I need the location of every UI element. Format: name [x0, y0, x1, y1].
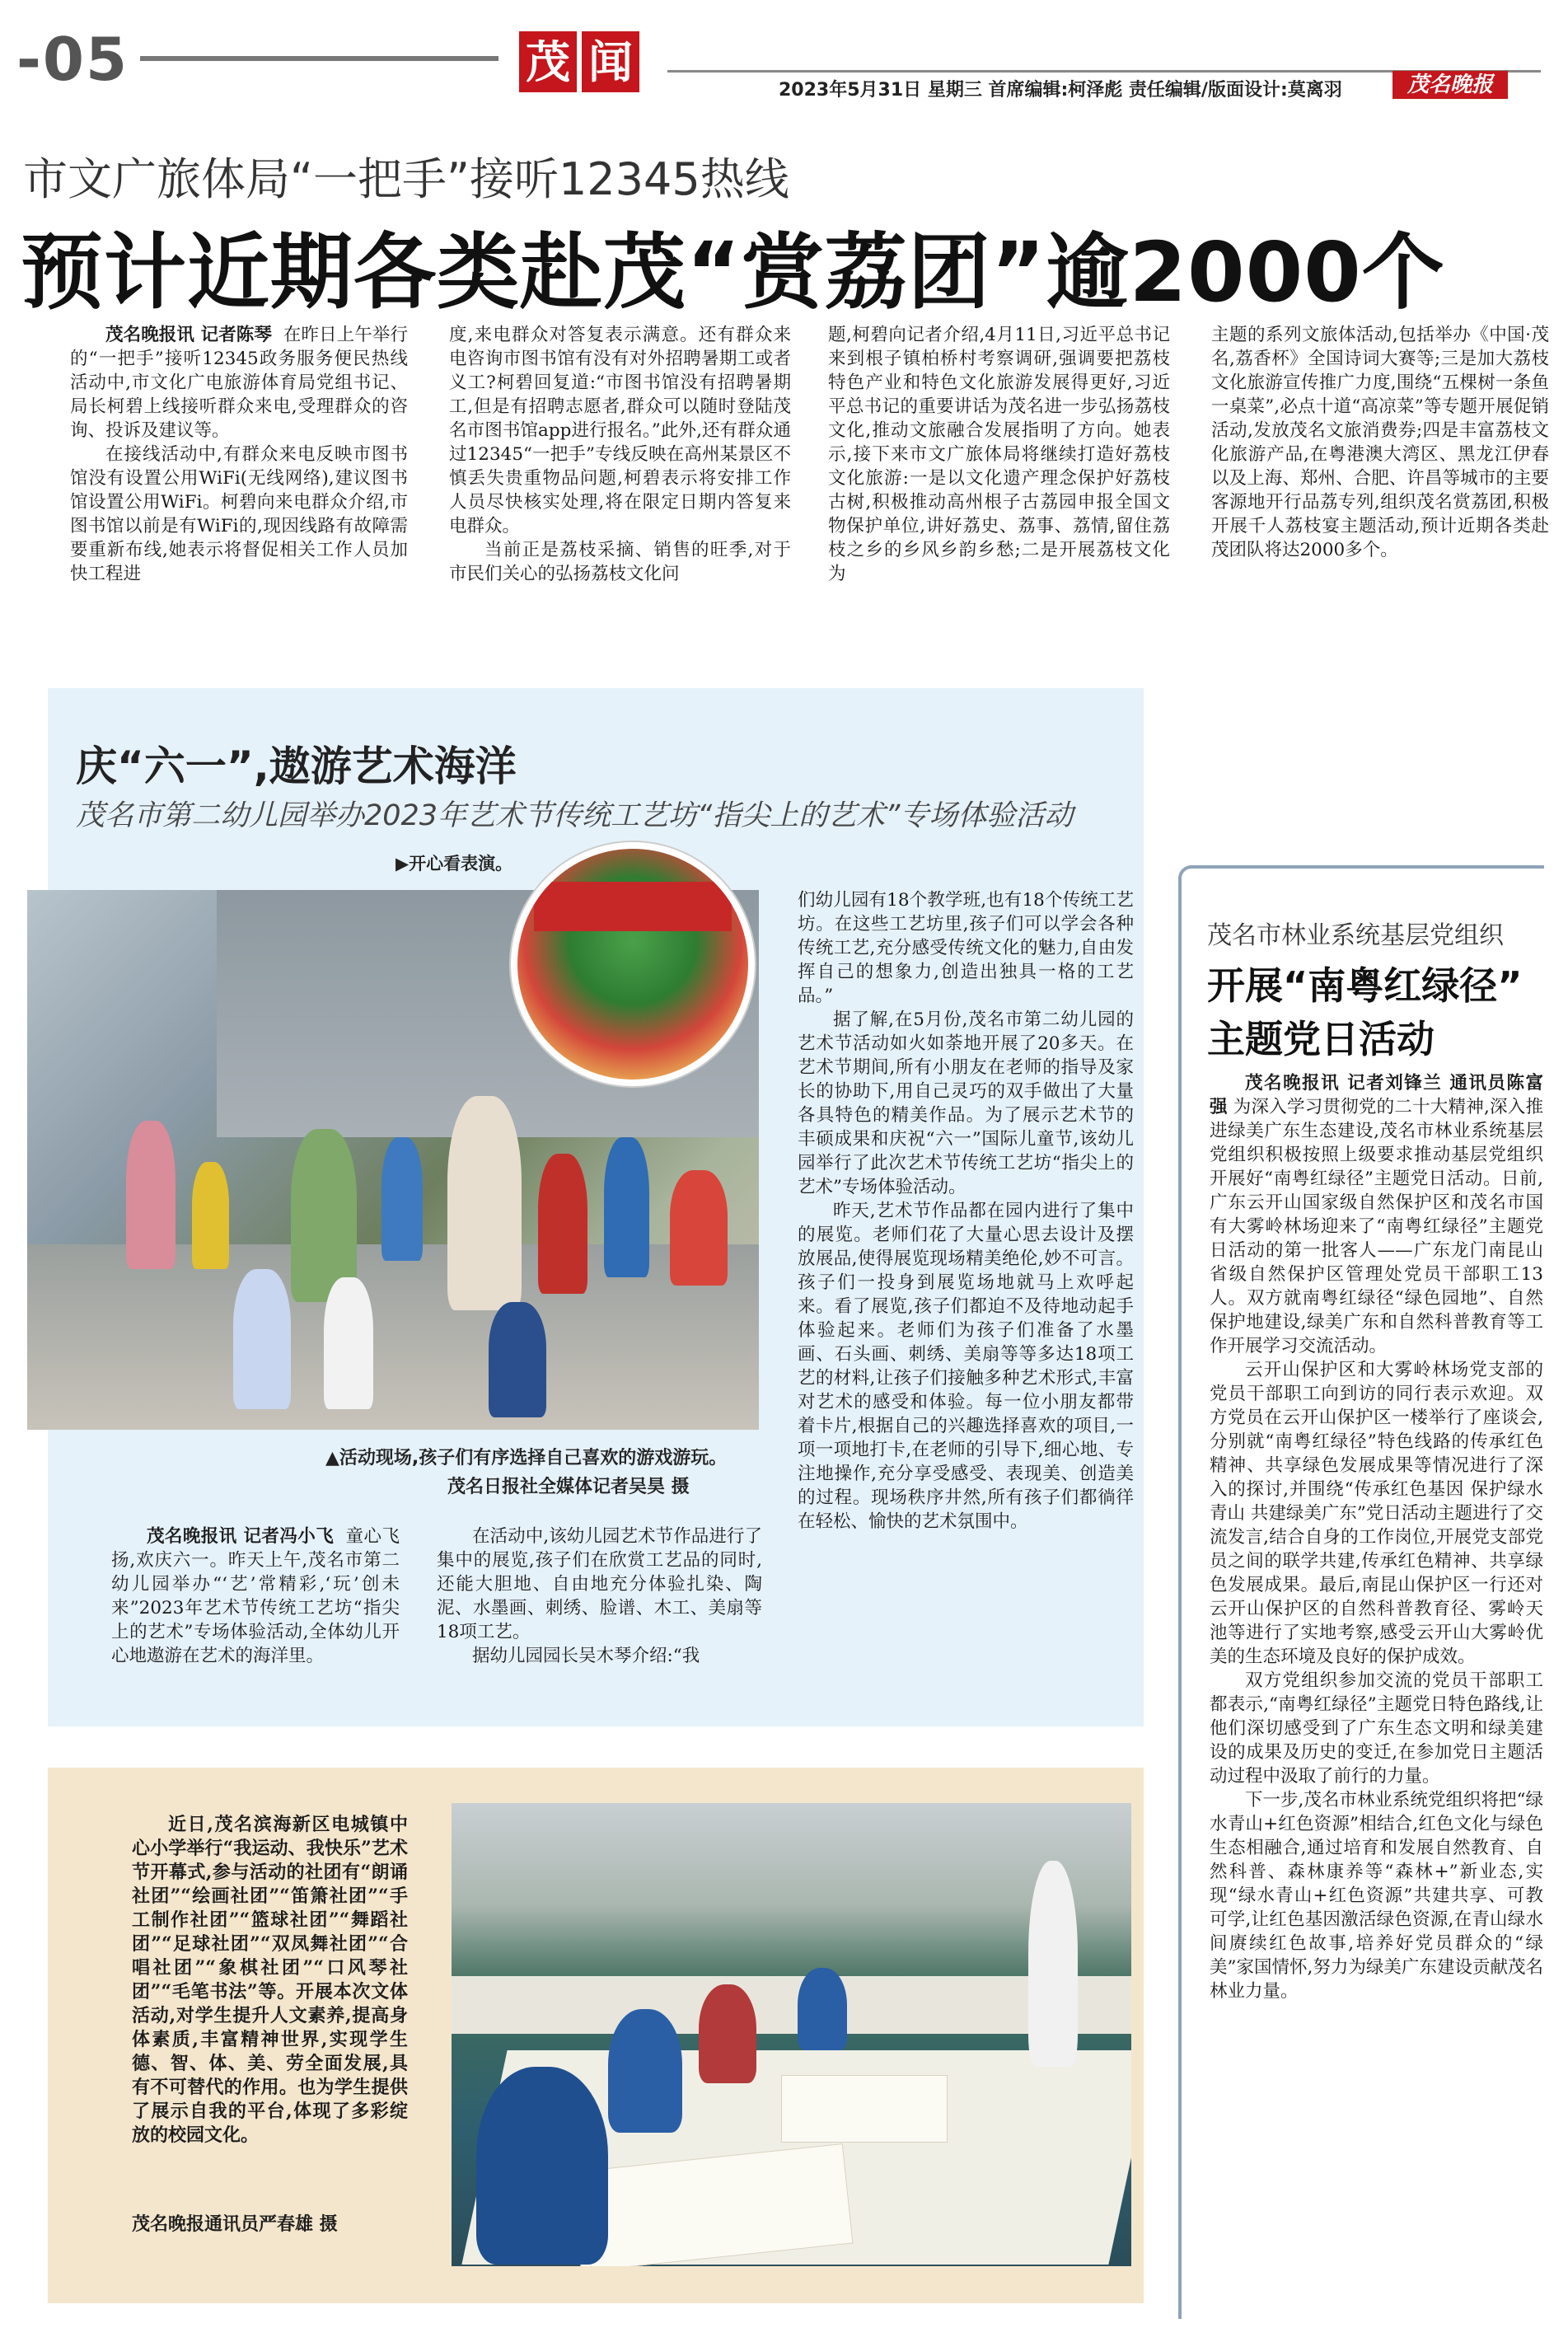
kids-column-1 [111, 1525, 400, 1668]
photo-figure [608, 2009, 682, 2133]
forestry-kicker: 茂名市林业系统基层党组织 [1207, 921, 1504, 950]
lead-column-3 [828, 323, 1170, 586]
lead-paragraph: 当前正是荔枝采摘、销售的旺季,对于市民们关心的弘扬荔枝文化问 [449, 540, 791, 584]
lead-column-2 [449, 323, 791, 586]
lead-kicker: 市文广旅体局“一把手”接听12345热线 [23, 153, 789, 205]
photo-figure [233, 1269, 291, 1409]
kids-paragraph: 们幼儿园有18个教学班,也有18个传统工艺坊。在这些工艺坊里,孩子们可以学会各种传统工艺,充分感受传统文化的魅力,自由发挥自己的想象力,创造出独具一格的工艺品。” [798, 890, 1134, 1006]
photo-paper [781, 2075, 948, 2143]
lead-column-1 [70, 323, 408, 586]
photo-figure [699, 1984, 756, 2083]
school-photo-credit: 茂名晚报通讯员严春雄 摄 [132, 2213, 338, 2235]
photo-figure [381, 1137, 423, 1261]
photo-caption-main: ▲活动现场,孩子们有序选择自己喜欢的游戏游玩。 [325, 1448, 728, 1468]
kids-paragraph: 在活动中,该幼儿园艺术节作品进行了集中的展览,孩子们在欣赏工艺品的同时,还能大胆地、自由地充分体验扎染、陶泥、水墨画、刺绣、脸谱、木工、美扇等18项工艺。 [437, 1526, 762, 1642]
kids-paragraph: 据幼儿园园长吴木琴介绍:“我 [472, 1646, 700, 1666]
kids-headline: 庆“六一”,遨游艺术海洋 [76, 742, 517, 790]
forestry-paragraph: 为深入学习贯彻党的二十大精神,深入推进绿美广东生态建设,茂名市林业系统基层党组织积极按照上级要求推动基层党组织开展好“南粤红绿径”主题党日活动。日前,广东云开山国家级自然保护区和茂名市国有大雾岭林场迎来了“南粤红绿径”主题党日活动的第一批客人——广东龙门南昆山省级自然保护区管理处党员干部职工13人。双方就南粤红绿径“绿色园地”、自然保护地建设,绿美广东和自然科普教育等工作开展学习交流活动。 [1210, 1097, 1543, 1356]
stage-performance-photo [511, 842, 755, 1086]
photo-floor [27, 1244, 759, 1430]
photo-credit: 茂名日报社全媒体记者吴昊 摄 [447, 1477, 690, 1497]
school-story-text [132, 1813, 408, 2148]
photo-figure [670, 1170, 728, 1286]
lead-paragraph: 度,来电群众对答复表示满意。还有群众来电咨询市图书馆有没有对外招聘暑期工或者义工?柯碧回复道:“市图书馆没有招聘暑期工,但是有招聘志愿者,群众可以随时登陆茂名市图书馆app进行报名。”此外,还有群众通过12345“一把手”专线反映在高州某景区不慎丢失贵重物品问题,柯碧表示将安排工作人员尽快核实处理,将在限定日期内答复来电群众。 [449, 325, 791, 536]
lead-paragraph: 在昨日上午举行的“一把手”接听12345政务服务便民热线活动中,市文化广电旅游体育局党组书记、局长柯碧上线接听群众来电,受理群众的咨询、投诉及建议等。 [70, 325, 408, 441]
photo-figure [126, 1121, 176, 1269]
photo-figure [447, 1096, 522, 1310]
page-number: -05 [16, 25, 129, 94]
lead-column-4 [1211, 323, 1549, 562]
photo-figure [538, 1154, 587, 1294]
photo-figure [192, 1162, 229, 1269]
stage-banner [534, 882, 732, 931]
section-char: 闻 [582, 31, 639, 92]
newspaper-logo: 茂名晚报 [1392, 71, 1508, 99]
photo-figure [1028, 1861, 1078, 2067]
section-tag [519, 31, 651, 102]
date-line: 2023年5月31日 星期三 首席编辑:柯泽彪 责任编辑/版面设计:莫离羽 [779, 80, 1342, 101]
forestry-paragraph: 双方党组织参加交流的党员干部职工都表示,“南粤红绿径”主题党日特色路线,让他们深切感受到了广东生态文明和绿美建设的成果及历史的变迁,在参加党日主题活动过程中汲取了前行的力量。 [1210, 1670, 1543, 1787]
forestry-paragraph: 云开山保护区和大雾岭林场党支部的党员干部职工向到访的同行表示欢迎。双方党员在云开山保护区一楼举行了座谈会,分别就“南粤红绿径”特色线路的传承红色精神、共享绿色发展成果等情况进行了深入的探讨,并围绕“传承红色基因 保护绿水青山 共建绿美广东”党日活动主题进行了交流发言,结合自身的工作岗位,开展党支部党员之间的联学共建,传承红色精神、共享绿色发展成果。最后,南昆山保护区一行还对云开山保护区的自然科普教育径、雾岭天池等进行了实地考察,感受云开山大雾岭优美的生态环境及良好的保护成效。 [1210, 1360, 1543, 1667]
kids-column-2 [437, 1525, 762, 1668]
forestry-headline-line-1: 开展“南粤红绿径” [1207, 963, 1523, 1008]
photo-figure [798, 1968, 847, 2050]
kids-paragraph: 昨天,艺术节作品都在园内进行了集中的展览。老师们花了大量心思去设计及摆放展品,使得展览现场精美绝伦,妙不可言。孩子们一投身到展览场地就马上欢呼起来。看了展览,孩子们都迫不及待地动起手体验起来。老师们为孩子们准备了水墨画、石头画、刺绣、美扇等等多达18项工艺的材料,让孩子们接触多种艺术形式,丰富对艺术的感受和体验。每一位小朋友都带着卡片,根据自己的兴趣选择喜欢的项目,一项一项地打卡,在老师的引导下,细心地、专注地操作,充分享受感受、表现美、创造美的过程。现场秩序井然,所有孩子们都徜徉在轻松、愉快的艺术氛围中。 [798, 1201, 1134, 1532]
photo-figure [476, 2067, 608, 2265]
section-char: 茂 [519, 31, 577, 92]
photo-caption-top: ▶开心看表演。 [396, 854, 513, 874]
photo-figure [291, 1129, 357, 1302]
forestry-paragraph: 下一步,茂名市林业系统党组织将把“绿水青山+红色资源”相结合,红色文化与绿色生态相融合,通过培育和发展自然教育、自然科普、森林康养等“森林+”新业态,实现“绿水青山+红色资源”共建共享、可教可学,让红色基因激活绿色资源,在青山绿水间赓续红色故事,培养好党员群众的“绿美”家国情怀,努力为绿美广东建设贡献茂名林业力量。 [1210, 1790, 1543, 2002]
calligraphy-photo [452, 1803, 1131, 2266]
photo-figure [604, 1137, 649, 1277]
forestry-headline-line-2: 主题党日活动 [1207, 1017, 1435, 1061]
kids-subheadline: 茂名市第二幼儿园举办2023年艺术节传统工艺坊“指尖上的艺术”专场体验活动 [76, 799, 1074, 832]
photo-figure [489, 1302, 546, 1417]
kids-column-3 [798, 888, 1134, 1534]
kids-paragraph: 童心飞扬,欢庆六一。昨天上午,茂名市第二幼儿园举办“‘艺’常精彩,‘玩’创未来”2023年艺术节传统工艺坊“指尖上的艺术”专场体验活动,全体幼儿开心地遨游在艺术的海洋里。 [111, 1526, 400, 1666]
kids-byline: 茂名晚报讯 记者冯小飞 [147, 1526, 335, 1547]
header-rule [140, 56, 498, 61]
school-paragraph: 近日,茂名滨海新区电城镇中心小学举行“我运动、我快乐”艺术节开幕式,参与活动的社团有“朗诵社团”“绘画社团”“笛箫社团”“手工制作社团”“篮球社团”“舞蹈社团”“足球社团”“双凤舞社团”“合唱社团”“象棋社团”“口风琴社团”“毛笔书法”等。开展本次文体活动,对学生提升人文素养,提高身体素质,丰富精神世界,实现学生德、智、体、美、劳全面发展,具有不可替代的作用。也为学生提供了展示自我的平台,体现了多彩绽放的校园文化。 [132, 1814, 408, 2146]
lead-paragraph: 题,柯碧向记者介绍,4月11日,习近平总书记来到根子镇柏桥村考察调研,强调要把荔枝特色产业和特色文化旅游发展得更好,习近平总书记的重要讲话为茂名进一步弘扬荔枝文化,推动文旅融合发展指明了方向。她表示,接下来市文广旅体局将继续打造好荔枝文化旅游:一是以文化遗产理念保护好荔枝古树,积极推动高州根子古荔园申报全国文物保护单位,讲好荔史、荔事、荔情,留住荔枝之乡的乡风乡韵乡愁;二是开展荔枝文化为 [828, 325, 1170, 584]
lead-paragraph: 主题的系列文旅体活动,包括举办《中国·茂名,荔香杯》全国诗词大赛等;三是加大荔枝文化旅游宣传推广力度,围绕“五棵树一条鱼一桌菜”,必点十道“高凉菜”等专题开展促销活动,发放茂名文旅消费券;四是丰富荔枝文化旅游产品,在粤港澳大湾区、黑龙江伊春以及上海、郑州、合肥、许昌等城市的主要客源地开行品荔专列,组织茂名赏荔团,积极开展千人荔枝宴主题活动,预计近期各类赴茂团队将达2000多个。 [1211, 325, 1549, 560]
forestry-body [1210, 1071, 1543, 2003]
kids-paragraph: 据了解,在5月份,茂名市第二幼儿园的艺术节活动如火如荼地开展了20多天。在艺术节期间,所有小朋友在老师的指导及家长的协助下,用自己灵巧的双手做出了大量各具特色的精美作品。为了展示艺术节的丰硕成果和庆祝“六一”国际儿童节,该幼儿园举行了此次艺术节传统工艺坊“指尖上的艺术”专场体验活动。 [798, 1009, 1134, 1197]
lead-headline: 预计近期各类赴茂“赏荔团”逾2000个 [21, 224, 1445, 321]
lead-byline: 茂名晚报讯 记者陈琴 [105, 325, 272, 345]
photo-figure [324, 1277, 373, 1409]
forestry-byline: 茂名晚报讯 记者刘锋兰 通讯员陈富强 [1210, 1073, 1543, 1117]
lead-paragraph: 在接线活动中,有群众来电反映市图书馆没有设置公用WiFi(无线网络),建议图书馆设置公用WiFi。柯碧向来电群众介绍,市图书馆以前是有WiFi的,现因线路有故障需要重新布线,她表示将督促相关工作人员加快工程进 [70, 444, 408, 584]
